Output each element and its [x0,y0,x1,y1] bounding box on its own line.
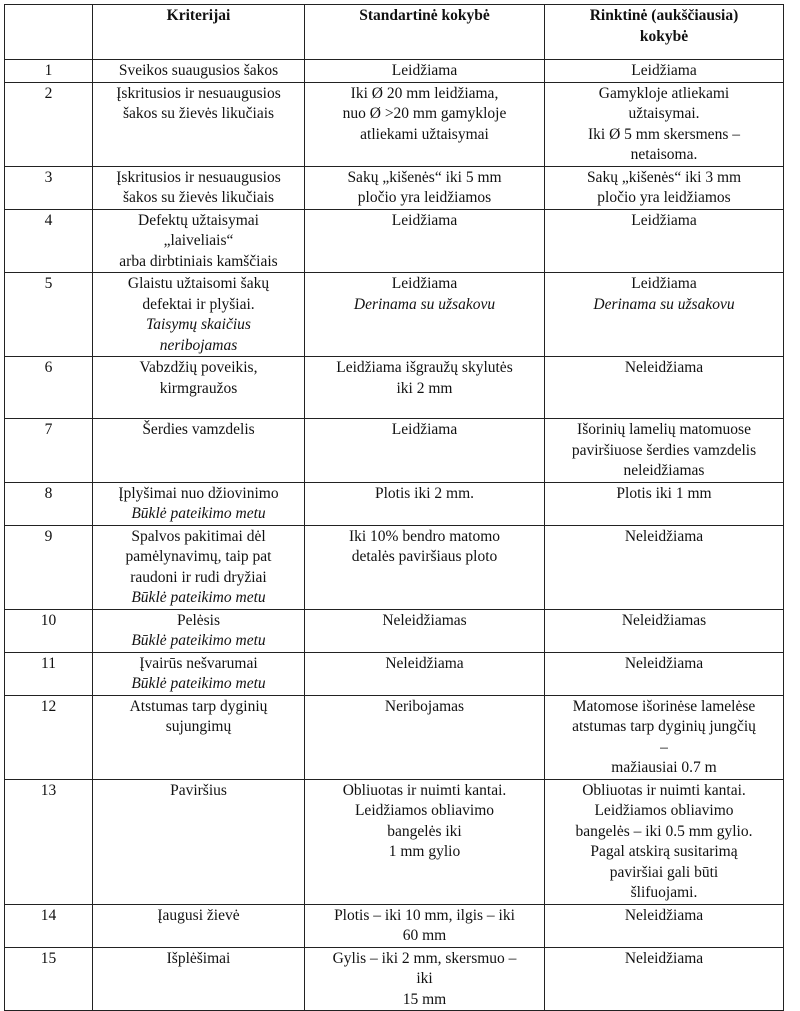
select-quality-cell-line: Plotis iki 1 mm [616,484,712,502]
select-quality-cell-line: pločio yra leidžiamos [597,189,731,206]
header-number-cell [5,5,93,60]
table-row [5,419,784,483]
criteria-cell-line: Defektų užtaisymai [138,211,259,229]
select-quality-cell [545,482,784,525]
table-row [5,357,784,419]
table-row [5,166,784,209]
select-quality-cell-line: užtaisymai. [628,105,700,122]
standard-quality-cell-line: atliekami užtaisymai [360,125,489,143]
standard-quality-cell-line: 60 mm [402,927,447,944]
criteria-cell-line: Būklė pateikimo metu [131,632,266,649]
header-select-line: Rinktinė (aukščiausia) [589,7,739,24]
standard-quality-cell-line: Neleidžiamas [382,611,467,629]
standard-quality-cell-line: Plotis – iki 10 mm, ilgis – iki [334,906,515,924]
standard-quality-cell [305,82,545,166]
select-quality-cell [545,82,784,166]
select-quality-cell-line: – [660,738,668,756]
row-number: 6 [5,357,93,419]
standard-quality-cell-line: Iki Ø 20 mm leidžiama, [350,84,499,102]
table-row [5,482,784,525]
row-number: 2 [5,82,93,166]
select-quality-cell [545,60,784,83]
select-quality-cell-line: mažiausiai 0.7 m [611,759,717,776]
table-row [5,525,784,609]
criteria-cell-line: Paviršius [170,781,227,799]
criteria-cell [93,904,305,947]
standard-quality-cell-line: Leidžiama išgraužų skylutės [336,359,513,376]
select-quality-cell [545,609,784,652]
row-number: 14 [5,904,93,947]
criteria-cell-line: šakos su žievės likučiais [122,105,275,122]
standard-quality-cell-line: Sakų „kišenės“ iki 5 mm [347,168,502,186]
select-quality-cell-line: Neleidžiamas [621,611,707,629]
criteria-cell-line: Įplyšimai nuo džiovinimo [118,484,279,502]
criteria-cell-line: Pelėsis [176,611,221,629]
select-quality-cell-line: Sakų „kišenės“ iki 3 mm [586,168,742,186]
select-quality-cell [545,273,784,357]
row-number: 7 [5,419,93,483]
standard-quality-cell [305,947,545,1011]
standard-quality-cell [305,273,545,357]
select-quality-cell-line: paviršiuose šerdies vamzdelis [571,441,757,459]
standard-quality-cell [305,695,545,779]
select-quality-cell-line: Gamykloje atliekami [598,84,730,102]
table-body [5,60,784,1011]
criteria-cell-line: raudoni ir rudi dryžiai [130,568,267,586]
select-quality-cell-line: Derinama su užsakovu [593,295,735,313]
select-quality-cell [545,947,784,1011]
criteria-cell-line: Vabzdžių poveikis, [139,359,258,376]
standard-quality-cell [305,209,545,273]
criteria-cell [93,482,305,525]
header-standard-quality: Standartinė kokybė [305,5,545,60]
criteria-cell-line: Sveikos suaugusios šakos [118,62,279,79]
select-quality-cell-line: Matomose išorinėse lamelėse [572,697,756,715]
criteria-cell [93,357,305,419]
standard-quality-cell-line: Iki 10% bendro matomo [348,527,501,545]
select-quality-cell-line: Neleidžiama [624,906,704,924]
standard-quality-cell-line: Obliuotas ir nuimti kantai. [342,781,507,799]
standard-quality-cell-line: Plotis iki 2 mm. [374,484,475,502]
select-quality-cell [545,652,784,695]
standard-quality-cell [305,525,545,609]
select-quality-cell-line: Neleidžiama [624,949,704,967]
select-quality-cell-line: Leidžiama [631,275,697,292]
standard-quality-cell-line: iki [416,970,433,987]
select-quality-cell [545,525,784,609]
criteria-cell [93,419,305,483]
criteria-cell-line: Išplėšimai [166,949,231,967]
row-number: 12 [5,695,93,779]
select-quality-cell-line: Obliuotas ir nuimti kantai. [582,781,746,799]
standard-quality-cell-line: nuo Ø >20 mm gamykloje [342,105,507,122]
criteria-cell [93,166,305,209]
standard-quality-cell [305,419,545,483]
select-quality-cell-line: Neleidžiama [624,527,704,545]
select-quality-cell-line: Neleidžiama [624,359,704,376]
standard-quality-cell [305,652,545,695]
criteria-cell-line: Įaugusi žievė [157,906,240,924]
standard-quality-cell-line: detalės paviršiaus ploto [351,548,498,565]
row-number: 5 [5,273,93,357]
select-quality-cell [545,779,784,904]
criteria-cell [93,60,305,83]
row-number: 10 [5,609,93,652]
select-quality-cell-line: Leidžiama [631,62,697,79]
table-row [5,82,784,166]
select-quality-cell [545,419,784,483]
criteria-cell [93,273,305,357]
select-quality-cell-line: Neleidžiama [624,654,704,672]
standard-quality-cell-line: Neribojamas [384,697,465,715]
select-quality-cell-line: netaisoma. [630,146,698,163]
table-row [5,695,784,779]
criteria-cell [93,209,305,273]
table-row [5,609,784,652]
criteria-cell-line: Glaistu užtaisomi šakų [127,275,270,292]
header-select-quality [545,5,784,60]
standard-quality-cell-line: Leidžiamos obliavimo [354,802,495,819]
row-number: 8 [5,482,93,525]
criteria-cell-line: Taisymų skaičius [146,316,251,333]
table-row [5,904,784,947]
select-quality-cell [545,904,784,947]
criteria-cell-line: Būklė pateikimo metu [131,589,266,606]
select-quality-cell-line: atstumas tarp dyginių jungčių [572,718,756,735]
criteria-cell-line: neribojamas [159,336,238,354]
row-number: 13 [5,779,93,904]
row-number: 15 [5,947,93,1011]
criteria-cell-line: šakos su žievės likučiais [122,189,275,206]
select-quality-cell-line: Leidžiama [631,211,697,229]
standard-quality-cell-line: Leidžiama [391,211,458,229]
criteria-cell-line: arba dirbtiniais kamščiais [119,252,278,270]
table-row [5,947,784,1011]
standard-quality-cell-line: iki 2 mm [396,379,453,397]
standard-quality-cell [305,166,545,209]
criteria-cell [93,525,305,609]
standard-quality-cell-line: Leidžiama [391,62,458,79]
standard-quality-cell-line: Leidžiama [391,421,458,438]
standard-quality-cell-line: Neleidžiama [385,654,464,672]
criteria-cell-line: kirmgraužos [159,379,238,397]
select-quality-cell-line: bangelės – iki 0.5 mm gylio. [575,822,753,840]
criteria-cell-line: Įskritusios ir nesuaugusios [116,168,281,186]
criteria-cell-line: Atstumas tarp dyginių [129,697,268,715]
table-row [5,779,784,904]
criteria-cell-line: defektai ir plyšiai. [142,295,255,313]
criteria-cell [93,82,305,166]
header-select-line: kokybė [639,27,689,45]
quality-criteria-table [4,4,784,1011]
select-quality-cell-line: Pagal atskirą susitarimą [590,843,738,860]
criteria-cell-line: Šerdies vamzdelis [142,421,255,438]
criteria-cell-line: Spalvos pakitimai dėl [131,527,266,545]
standard-quality-cell-line: bangelės iki [387,822,462,840]
standard-quality-cell-line: 15 mm [402,990,447,1008]
standard-quality-cell [305,609,545,652]
select-quality-cell [545,357,784,419]
standard-quality-cell [305,357,545,419]
standard-quality-cell [305,904,545,947]
row-number: 1 [5,60,93,83]
criteria-cell-line: pamėlynavimų, taip pat [125,548,272,565]
row-number: 9 [5,525,93,609]
header-criteria: Kriterijai [93,5,305,60]
standard-quality-cell [305,60,545,83]
select-quality-cell-line: Iki Ø 5 mm skersmens – [588,125,740,143]
standard-quality-cell [305,779,545,904]
select-quality-cell [545,209,784,273]
row-number: 3 [5,166,93,209]
select-quality-cell [545,166,784,209]
standard-quality-cell-line: pločio yra leidžiamos [357,189,492,206]
criteria-cell [93,695,305,779]
table-header-row [5,5,784,60]
select-quality-cell-line: Išorinių lamelių matomuose [577,421,751,438]
standard-quality-cell-line: Leidžiama [391,275,458,292]
standard-quality-cell-line: Gylis – iki 2 mm, skersmuo – [332,949,517,967]
criteria-cell-line: Būklė pateikimo metu [131,505,266,522]
standard-quality-cell-line: 1 mm gylio [388,843,461,860]
select-quality-cell-line: šlifuojami. [630,884,698,901]
table-row [5,652,784,695]
select-quality-cell-line: Leidžiamos obliavimo [594,802,734,819]
criteria-cell-line: Įvairūs nešvarumai [139,654,258,672]
criteria-cell-line: „laiveliais“ [163,232,234,249]
table-row [5,273,784,357]
select-quality-cell-line: neleidžiamas [623,462,705,479]
table-row [5,209,784,273]
criteria-cell [93,609,305,652]
criteria-cell [93,947,305,1011]
standard-quality-cell [305,482,545,525]
standard-quality-cell-line: Derinama su užsakovu [353,295,496,313]
criteria-cell-line: Įskritusios ir nesuaugusios [116,84,281,102]
table-row [5,60,784,83]
criteria-cell [93,652,305,695]
select-quality-cell [545,695,784,779]
criteria-cell [93,779,305,904]
select-quality-cell-line: paviršiai gali būti [609,863,719,881]
criteria-cell-line: sujungimų [165,718,232,735]
criteria-cell-line: Būklė pateikimo metu [131,675,266,692]
row-number: 11 [5,652,93,695]
row-number: 4 [5,209,93,273]
